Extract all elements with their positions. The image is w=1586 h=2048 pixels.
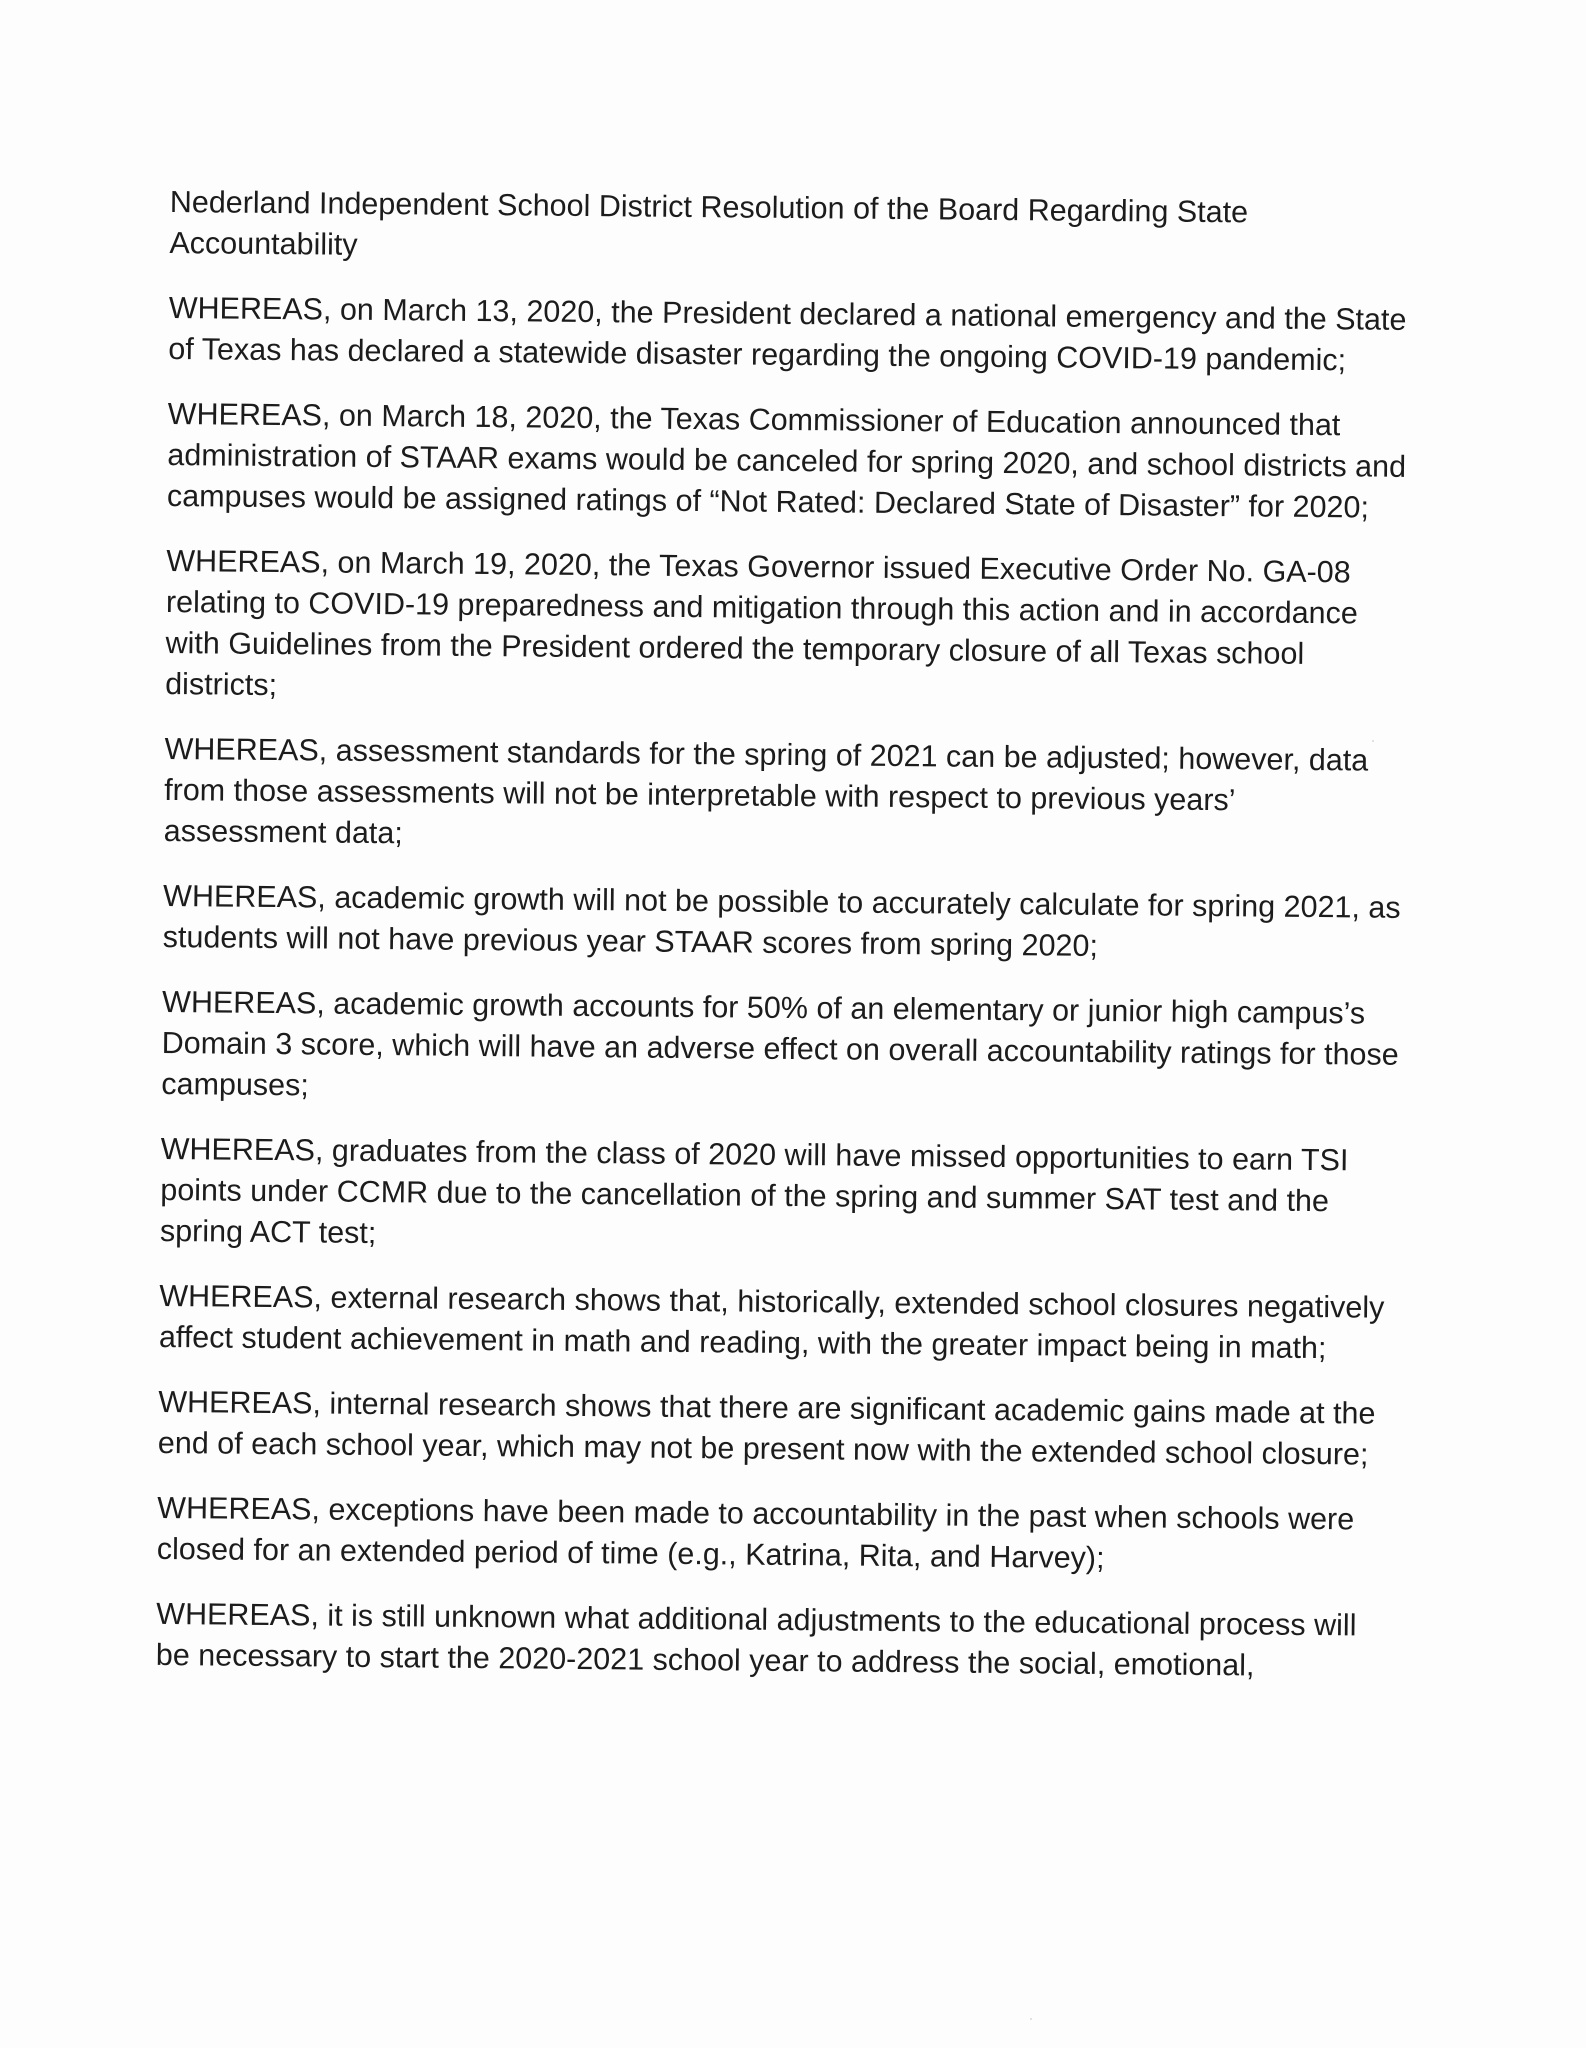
resolution-body	[155, 182, 1410, 1712]
whereas-paragraph-4: WHEREAS, assessment standards for the spring of 2021 can be adjusted; however, data from those assessments will not be interpretable with respect to previous years’ assessment data;	[163, 731, 1369, 851]
scan-speck	[1372, 740, 1374, 742]
whereas-paragraph-2: WHEREAS, on March 18, 2020, the Texas Commissioner of Education announced that administration of STAAR exams would be canceled for spring 2020, and school districts and campuses would be assigned ratings of “Not Rated: Declared State of Disaster” for 2020;	[166, 396, 1407, 525]
whereas-paragraph-7: WHEREAS, graduates from the class of 2020 will have missed opportunities to earn TSI points under CCMR due to the cancellation of the spring and summer SAT test and the spring ACT test;	[159, 1131, 1349, 1251]
whereas-paragraph-1: WHEREAS, on March 13, 2020, the President declared a national emergency and the State of Texas has declared a statewide disaster regarding the ongoing COVID-19 pandemic;	[168, 290, 1407, 378]
scan-speck	[1030, 2018, 1032, 2020]
whereas-paragraph-10: WHEREAS, exceptions have been made to accountability in the past when schools were closed for an extended period of time (e.g., Katrina, Rita, and Harvey);	[156, 1490, 1355, 1576]
whereas-paragraph-5: WHEREAS, academic growth will not be possible to accurately calculate for spring 2021, as students will not have previous year STAAR scores from spring 2020;	[162, 878, 1401, 963]
document-title: Nederland Independent School District Resolution of the Board Regarding State Accountability	[169, 184, 1249, 262]
whereas-paragraph-8: WHEREAS, external research shows that, historically, extended school closures negatively affect student achievement in math and reading, with the greater impact being in math;	[158, 1278, 1385, 1366]
whereas-paragraph-6: WHEREAS, academic growth accounts for 50% of an elementary or junior high campus’s Domain 3 score, which will have an adverse effect on overall accountability ratings for those campuses;	[161, 984, 1399, 1103]
whereas-paragraph-9: WHEREAS, internal research shows that there are significant academic gains made at the end of each school year, which may not be present now with the extended school closure;	[157, 1384, 1376, 1472]
whereas-paragraph-11: WHEREAS, it is still unknown what additional adjustments to the educational process will be necessary to start the 2020-2021 school year to address the social, emotional,	[155, 1596, 1357, 1683]
whereas-paragraph-3: WHEREAS, on March 19, 2020, the Texas Governor issued Executive Order No. GA-08 relating to COVID-19 preparedness and mitigation through this action and in accordance with Guidelines from the President ordered the temporary closure of all Texas school districts;	[165, 543, 1358, 703]
